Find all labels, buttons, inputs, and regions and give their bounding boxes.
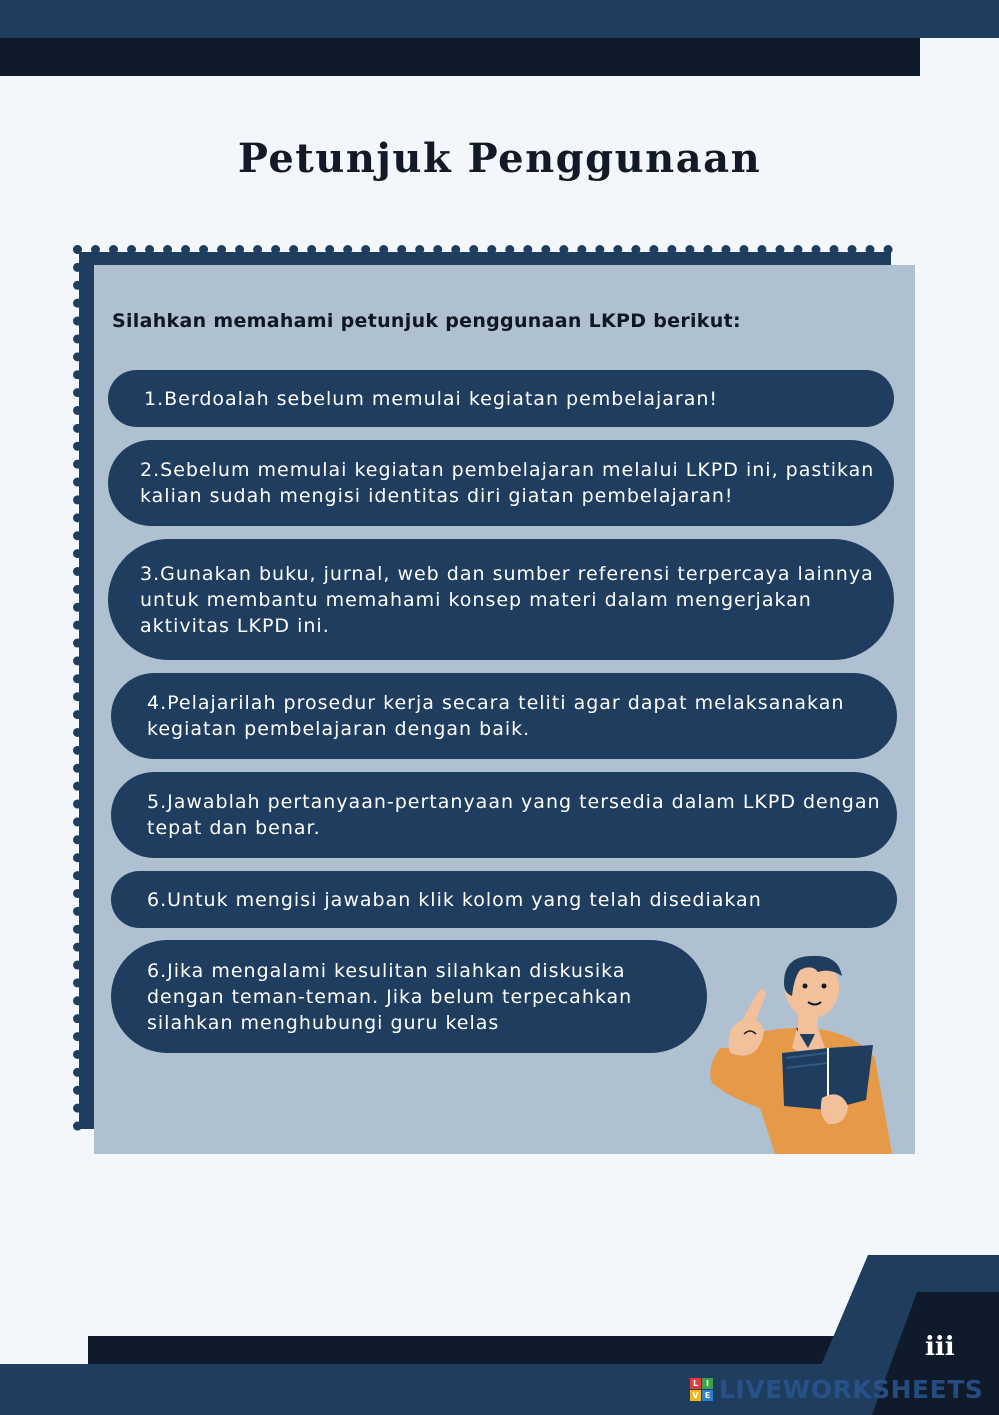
bottom-band-dark bbox=[88, 1336, 888, 1364]
watermark-text: LIVEWORKSHEETS bbox=[719, 1374, 984, 1404]
instruction-step-7 bbox=[111, 940, 707, 1053]
instruction-step-text: 6.Untuk mengisi jawaban klik kolom yang telah disediakan bbox=[147, 888, 762, 911]
top-band bbox=[0, 0, 999, 38]
instructions-intro: Silahkan memahami petunjuk penggunaan LKPD berikut: bbox=[112, 310, 741, 332]
page-title: Petunjuk Penggunaan bbox=[237, 135, 762, 182]
instruction-step-6 bbox=[111, 871, 897, 928]
instruction-step-text: 6.Jika mengalami kesulitan silahkan diskusika dengan teman-teman. Jika belum terpecahkan silahkan menghubungi guru kelas bbox=[147, 959, 633, 1034]
page-number: iii bbox=[925, 1332, 955, 1362]
instruction-step-text: 4.Pelajarilah prosedur kerja secara teliti agar dapat melaksanakan kegiatan pembelajaran dengan baik. bbox=[147, 692, 845, 740]
instruction-step-4 bbox=[111, 673, 897, 759]
top-band-dark bbox=[0, 38, 920, 76]
instruction-step-text: 3.Gunakan buku, jurnal, web dan sumber referensi terpercaya lainnya untuk membantu memahami konsep materi dalam mengerjakan aktivitas LKPD ini. bbox=[140, 562, 874, 637]
instruction-step-text: 5.Jawablah pertanyaan-pertanyaan yang tersedia dalam LKPD dengan tepat dan benar. bbox=[147, 791, 881, 839]
instruction-step-2 bbox=[108, 440, 894, 526]
instruction-step-1 bbox=[108, 370, 894, 427]
teacher-reading-illustration bbox=[700, 948, 900, 1154]
instruction-step-text: 1.Berdoalah sebelum memulai kegiatan pembelajaran! bbox=[144, 387, 718, 410]
instruction-step-3 bbox=[108, 539, 894, 660]
liveworksheets-watermark[interactable] bbox=[690, 1374, 983, 1404]
liveworksheets-logo-icon: L I V E bbox=[690, 1378, 713, 1401]
instruction-step-text: 2.Sebelum memulai kegiatan pembelajaran melalui LKPD ini, pastikan kalian sudah mengisi identitas diri giatan pembelajaran! bbox=[140, 459, 875, 507]
instruction-step-5 bbox=[111, 772, 897, 858]
